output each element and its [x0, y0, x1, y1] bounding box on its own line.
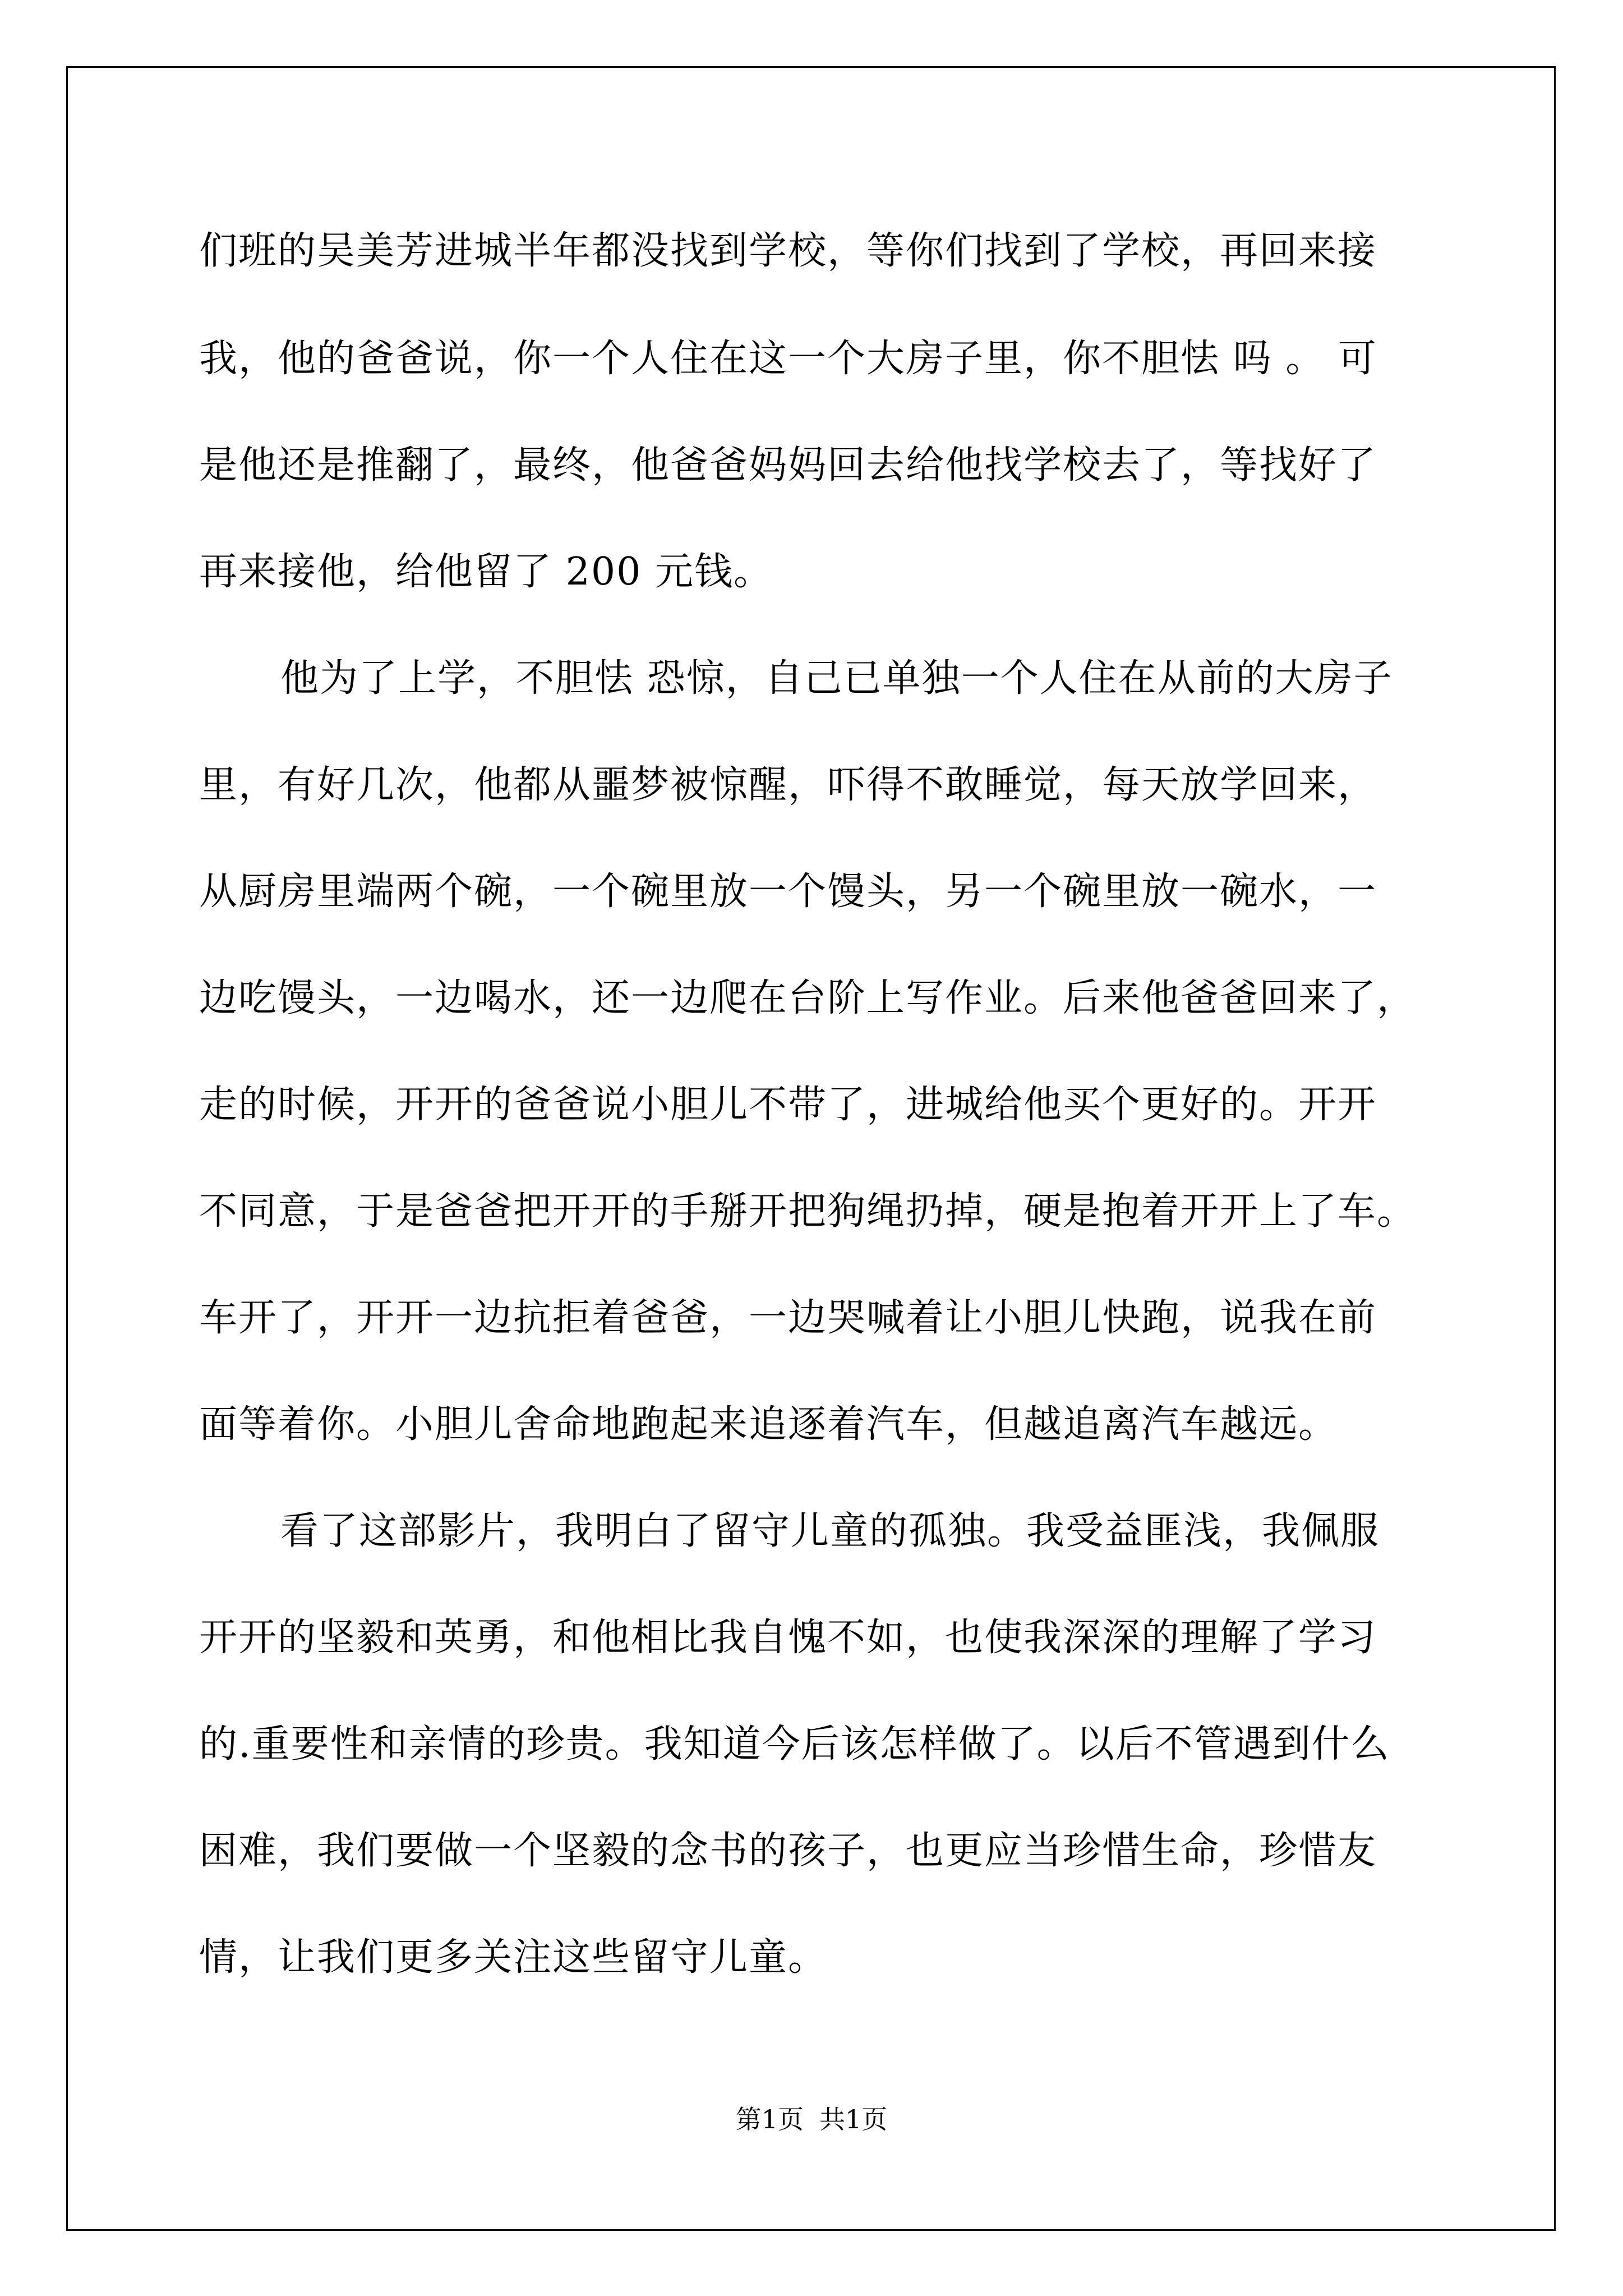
text-line-14: 开开的坚毅和英勇，和他相比我自愧不如，也使我深深的理解了学习	[199, 1616, 1377, 1660]
text-line-9: 走的时候，开开的爸爸说小胆儿不带了，进城给他买个更好的。开开	[199, 1083, 1377, 1127]
text-line-11: 车开了，开开一边抗拒着爸爸，一边哭喊着让小胆儿快跑，说我在前	[199, 1296, 1377, 1340]
text-line-2: 我，他的爸爸说，你一个人住在这一个大房子里，你不胆怯 吗 。 可	[199, 337, 1377, 381]
text-line-10: 不同意，于是爸爸把开开的手掰开把狗绳扔掉，硬是抱着开开上了车。	[199, 1189, 1417, 1234]
text-line-6: 里，有好几次，他都从噩梦被惊醒，吓得不敢睡觉，每天放学回来，	[199, 763, 1377, 807]
page-number: 第1页	[735, 2104, 804, 2134]
text-line-4: 再来接他，给他留了 200 元钱。	[199, 550, 773, 594]
page-footer	[0, 2102, 1623, 2136]
text-line-1: 们班的吴美芳进城半年都没找到学校，等你们找到了学校，再回来接	[199, 229, 1377, 273]
text-line-12: 面等着你。小胆儿舍命地跑起来追逐着汽车，但越追离汽车越远。	[199, 1402, 1338, 1447]
text-line-3: 是他还是推翻了，最终，他爸爸妈妈回去给他找学校去了，等找好了	[199, 443, 1377, 487]
text-line-5: 他为了上学，不胆怯 恐惊，自己已单独一个人住在从前的大房子	[280, 656, 1393, 701]
text-line-13: 看了这部影片，我明白了留守儿童的孤独。我受益匪浅，我佩服	[280, 1509, 1380, 1553]
text-line-8: 边吃馒头，一边喝水，还一边爬在台阶上写作业。后来他爸爸回来了，	[199, 976, 1417, 1020]
text-line-17: 情，让我们更多关注这些留守儿童。	[199, 1935, 828, 1980]
text-line-16: 困难，我们要做一个坚毅的念书的孩子，也更应当珍惜生命，珍惜友	[199, 1829, 1377, 1873]
text-line-7: 从厨房里端两个碗，一个碗里放一个馒头，另一个碗里放一碗水，一	[199, 869, 1377, 914]
page-border	[66, 66, 1556, 2231]
page-total: 共1页	[819, 2104, 888, 2134]
text-line-15: 的.重要性和亲情的珍贵。我知道今后该怎样做了。以后不管遇到什么	[199, 1722, 1390, 1766]
